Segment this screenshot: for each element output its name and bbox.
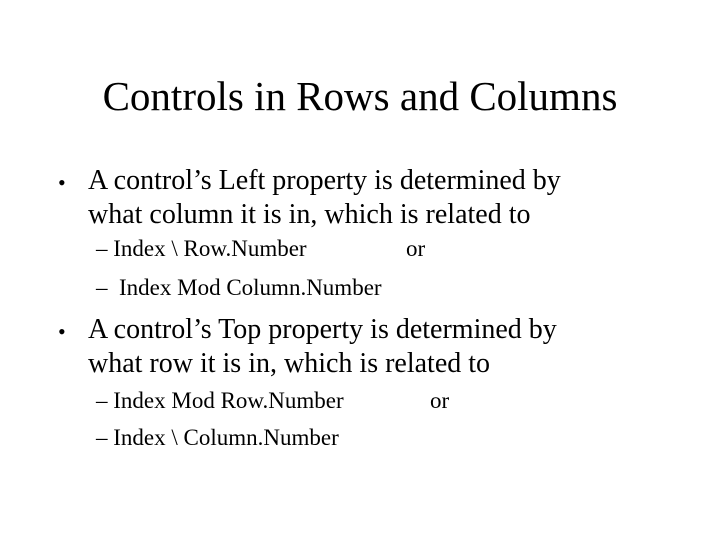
bullet-line: A control’s Top property is determined by [88,314,557,345]
bullet-top-property [58,313,698,383]
subitem-text: Index \ Column.Number [113,425,339,450]
subitem-index-div-row-number [96,235,426,263]
subitem-text: Index Mod Column.Number [113,275,382,300]
subitem-text: Index \ Row.Number [113,236,307,261]
bullet-line: A control’s Left property is determined by [88,165,561,196]
subitem-or: or [430,388,450,413]
subitem-index-mod-row-number [96,387,450,415]
subitem-index-mod-column-number [96,274,382,302]
subitem-or: or [406,236,426,261]
bullet-left-property [58,164,698,234]
bullet-marker: • [58,170,66,195]
subitem-index-div-column-number [96,424,339,452]
subitem-text: Index Mod Row.Number [113,388,344,413]
subitem-dash: – [96,275,108,300]
subitem-dash: – [96,425,108,450]
bullet-line: what row it is in, which is related to [88,348,491,379]
subitem-dash: – [96,388,108,413]
bullet-marker: • [58,319,66,344]
bullet-line: what column it is in, which is related to [88,199,531,230]
subitem-dash: – [96,236,108,261]
slide-title: Controls in Rows and Columns [102,73,618,119]
